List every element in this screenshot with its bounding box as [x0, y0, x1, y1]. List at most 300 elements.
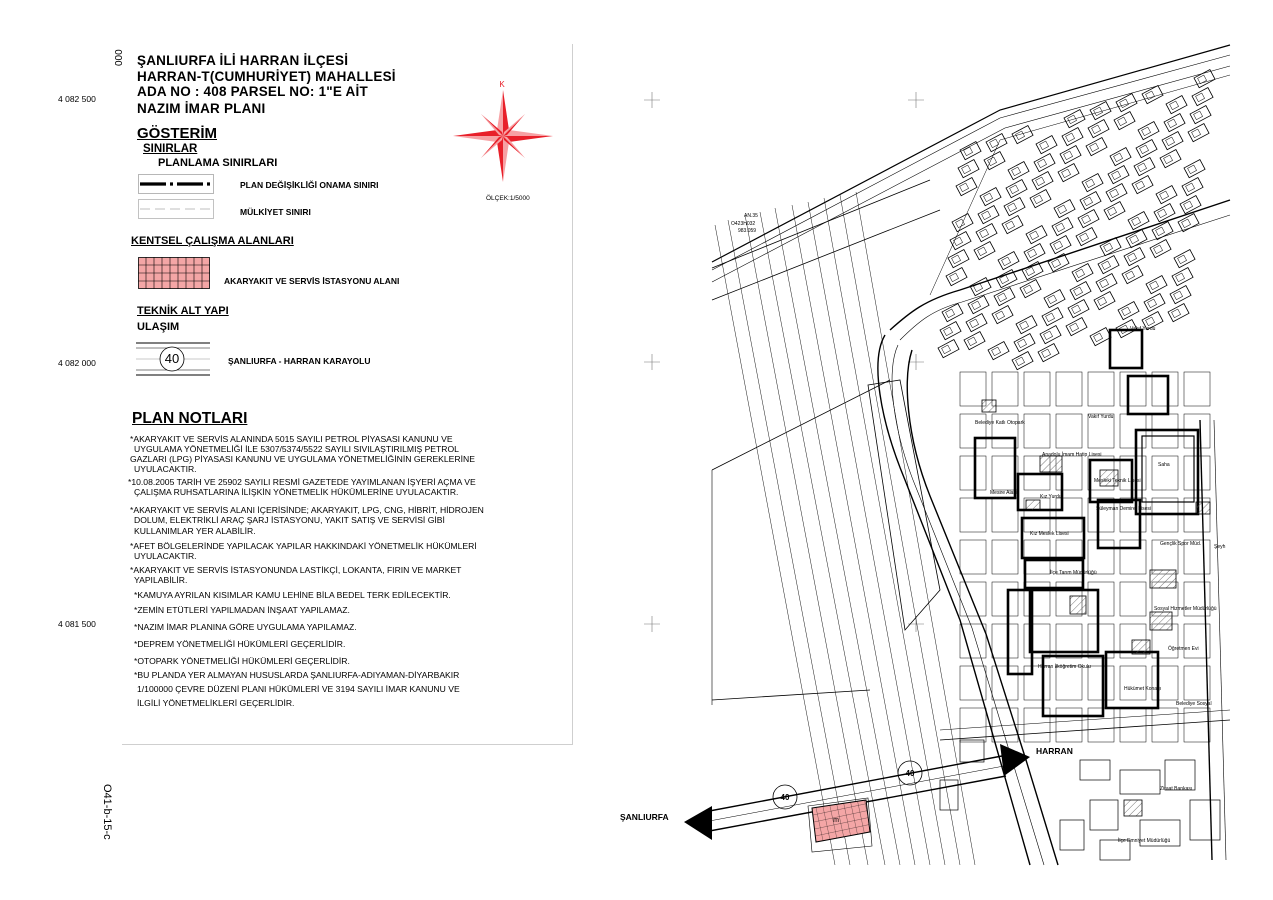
label-mesire: Mesire Alanı	[990, 490, 1018, 496]
city-block	[1164, 114, 1185, 132]
city-block	[1030, 190, 1051, 208]
building	[944, 327, 953, 336]
city-block	[1190, 106, 1211, 124]
city-block	[992, 540, 1018, 574]
road-number-badge: 40	[164, 351, 180, 366]
city-block	[942, 304, 963, 322]
city-block	[1174, 250, 1195, 268]
city-block	[1146, 276, 1167, 294]
map-canvas	[580, 40, 1273, 870]
notes-title: PLAN NOTLARI	[132, 410, 248, 427]
building	[964, 147, 973, 156]
city-block	[1088, 582, 1114, 616]
city-block	[1024, 372, 1050, 406]
label-ilce-emniyet: İlçe Emniyet Müdürlüğü	[1118, 838, 1171, 844]
building	[1130, 235, 1139, 244]
building	[1154, 245, 1163, 254]
label-harran-ilk: Harran İlköğretim Okulu	[1038, 664, 1091, 670]
north-arrow-icon	[452, 78, 556, 190]
legend-road-name: ŞANLIURFA - HARRAN KARAYOLU	[228, 356, 371, 366]
building	[1158, 209, 1167, 218]
city-block	[1090, 328, 1111, 346]
label-belediye-katli: Belediye Katlı Otopark	[975, 420, 1025, 426]
building	[1040, 141, 1049, 150]
city-block	[1062, 128, 1083, 146]
building	[1192, 129, 1201, 138]
city-block	[960, 540, 986, 574]
plan-boundary-symbol	[138, 174, 214, 194]
header-line-1: ŞANLIURFA İLİ HARRAN İLÇESİ	[137, 53, 349, 68]
building	[1110, 189, 1119, 198]
label-anadolu: Anadolu İmam Hatip Lisesi	[1042, 452, 1102, 458]
city-block	[1056, 414, 1082, 448]
city-block	[1104, 202, 1125, 220]
city-block	[984, 152, 1005, 170]
city-block	[1110, 148, 1131, 166]
building	[1024, 285, 1033, 294]
building	[1142, 127, 1151, 136]
header-line-3: ADA NO : 408 PARSEL NO: 1"E AİT	[137, 84, 368, 99]
city-block	[1098, 256, 1119, 274]
city-block	[1182, 178, 1203, 196]
city-block	[1056, 666, 1082, 700]
legend-ulasim: ULAŞIM	[137, 321, 180, 333]
city-block	[980, 188, 1001, 206]
city-block	[1088, 666, 1114, 700]
city-block	[1156, 186, 1177, 204]
city-block	[1034, 154, 1055, 172]
city-block	[956, 178, 977, 196]
city-block	[1194, 70, 1215, 88]
building	[960, 183, 969, 192]
building	[982, 211, 991, 220]
ref-2: O423H032	[731, 221, 756, 227]
building	[1070, 323, 1079, 332]
plan-note-line: *BU PLANDA YER ALMAYAN HUSUSLARDA ŞANLIURFA-ADIYAMAN-DİYARBAKIR	[134, 670, 460, 680]
building	[1136, 181, 1145, 190]
city-block	[1168, 304, 1189, 322]
city-block	[1184, 160, 1205, 178]
city-block	[1120, 540, 1146, 574]
building	[1054, 241, 1063, 250]
building	[1076, 269, 1085, 278]
city-block	[1132, 176, 1153, 194]
building	[1182, 219, 1191, 228]
city-block	[1052, 218, 1073, 236]
city-block	[1068, 300, 1089, 318]
coord-4082500: 4 082 500	[58, 94, 96, 104]
building	[956, 219, 965, 228]
building	[996, 311, 1005, 320]
building	[1160, 191, 1169, 200]
coord-4082000: 4 082 000	[58, 358, 96, 368]
building	[1020, 321, 1029, 330]
building	[1074, 287, 1083, 296]
building	[1102, 261, 1111, 270]
legend-akaryakit: AKARYAKIT VE SERVİS İSTASYONU ALANI	[224, 276, 400, 286]
city-block	[992, 498, 1018, 532]
building	[1112, 171, 1121, 180]
building	[1056, 223, 1065, 232]
city-block	[1184, 666, 1210, 700]
building	[1120, 99, 1129, 108]
label-hukumet: Hükümet Konağı	[1124, 686, 1162, 692]
city-block	[1122, 266, 1143, 284]
building	[1030, 231, 1039, 240]
building	[1052, 259, 1061, 268]
city-block	[1060, 146, 1081, 164]
city-block	[1150, 240, 1171, 258]
building	[1018, 339, 1027, 348]
building	[962, 165, 971, 174]
plan-note-line: *NAZIM İMAR PLANINA GÖRE UYGULAMA YAPILAMAZ.	[134, 622, 357, 632]
legend-plan-degisikligi: PLAN DEĞİŞİKLİĞİ ONAMA SINIRI	[240, 180, 379, 190]
property-boundary-symbol	[138, 199, 214, 219]
city-block	[1078, 210, 1099, 228]
city-block	[1042, 308, 1063, 326]
city-block	[1036, 136, 1057, 154]
building	[992, 347, 1001, 356]
city-block	[950, 232, 971, 250]
building	[980, 229, 989, 238]
building	[1196, 93, 1205, 102]
building	[1016, 357, 1025, 366]
building	[1140, 145, 1149, 154]
city-block	[1120, 582, 1146, 616]
city-block	[998, 252, 1019, 270]
building	[1104, 243, 1113, 252]
label-mesleki: Mesleki Teknik Lisesi	[1094, 478, 1141, 484]
plan-note-line: *AKARYAKIT VE SERVİS İSTASYONUNDA LASTİKÇİ, LOKANTA, FIRIN VE MARKET	[130, 565, 462, 575]
plan-note-line: *OTOPARK YÖNETMELİĞİ HÜKÜMLERİ GEÇERLİDİR.	[134, 656, 350, 666]
building	[1028, 249, 1037, 258]
city-block	[1082, 174, 1103, 192]
building	[950, 273, 959, 282]
city-block	[992, 582, 1018, 616]
label-sanliurfa: ŞANLIURFA	[620, 812, 669, 822]
plan-note-line: İLGİLİ YÖNETMELİKLERİ GEÇERLİDİR.	[137, 698, 295, 708]
legend-mulkiyet: MÜLKİYET SINIRI	[240, 207, 311, 217]
building	[1084, 197, 1093, 206]
city-block	[1188, 124, 1209, 142]
building	[1188, 165, 1197, 174]
building	[1090, 143, 1099, 152]
legend-title: GÖSTERİM	[137, 125, 218, 142]
plan-note-line: KULLANIMLAR YER ALABİLİR.	[134, 526, 256, 536]
header-line-2: HARRAN-T(CUMHURİYET) MAHALLESİ	[137, 69, 396, 84]
city-block	[1056, 708, 1082, 742]
city-block	[960, 624, 986, 658]
city-block	[1072, 264, 1093, 282]
building	[1166, 137, 1175, 146]
label-ogretmen: Öğretmen Evi	[1168, 646, 1199, 652]
city-block	[1014, 334, 1035, 352]
city-block	[1144, 294, 1165, 312]
city-block	[1070, 282, 1091, 300]
building	[1094, 333, 1103, 342]
city-block	[976, 224, 997, 242]
plan-note-line: UYULACAKTIR.	[134, 551, 197, 561]
plan-note-line: *DEPREM YÖNETMELİĞİ HÜKÜMLERİ GEÇERLİDİR.	[134, 639, 346, 649]
city-block	[1160, 150, 1181, 168]
city-block	[974, 242, 995, 260]
city-block	[1064, 110, 1085, 128]
building	[1148, 299, 1157, 308]
building	[1174, 291, 1183, 300]
city-block	[940, 322, 961, 340]
city-block	[964, 332, 985, 350]
city-block	[1016, 316, 1037, 334]
building	[942, 345, 951, 354]
building	[1042, 349, 1051, 358]
building	[1164, 155, 1173, 164]
building	[1100, 279, 1109, 288]
city-block	[1080, 192, 1101, 210]
label-vakif-2: Vakıf Yurdu	[1088, 414, 1114, 420]
legend-planlama: PLANLAMA SINIRLARI	[158, 157, 278, 169]
road-number-2: 40	[905, 769, 915, 778]
building	[1034, 195, 1043, 204]
building	[1066, 133, 1075, 142]
building	[1138, 163, 1147, 172]
city-block	[1088, 708, 1114, 742]
building	[998, 293, 1007, 302]
plan-note-line: ÇALIŞMA RUHSATLARINA İLİŞKİN YÖNETMELİK HÜKÜMLERİNE UYULACAKTIR.	[134, 487, 459, 497]
city-block	[1088, 120, 1109, 138]
label-belediye-sosyal: Belediye Sosyal	[1176, 701, 1212, 707]
building	[1038, 159, 1047, 168]
label-saha: Saha	[1158, 462, 1170, 468]
city-block	[938, 340, 959, 358]
city-block	[1024, 666, 1050, 700]
scale-label: ÖLÇEK:1/5000	[486, 195, 530, 202]
city-block	[1120, 666, 1146, 700]
city-block	[1100, 238, 1121, 256]
city-block	[1038, 344, 1059, 362]
building	[1092, 125, 1101, 134]
city-block	[1134, 158, 1155, 176]
city-block	[992, 306, 1013, 324]
ref-3: 983.059	[738, 228, 757, 234]
building	[1178, 255, 1187, 264]
building	[952, 255, 961, 264]
building	[1082, 215, 1091, 224]
city-block	[960, 582, 986, 616]
label-sayin: Şeyh	[1214, 544, 1226, 550]
building	[1184, 201, 1193, 210]
building	[968, 337, 977, 346]
city-block	[1002, 216, 1023, 234]
city-block	[1170, 286, 1191, 304]
city-block	[1090, 102, 1111, 120]
city-block	[1172, 268, 1193, 286]
city-block	[1138, 122, 1159, 140]
city-block	[960, 498, 986, 532]
city-block	[1024, 414, 1050, 448]
city-block	[1050, 236, 1071, 254]
building	[1062, 169, 1071, 178]
label-ziraat: Ziraat Bankası	[1160, 786, 1193, 792]
building	[1194, 111, 1203, 120]
city-block	[1066, 318, 1087, 336]
city-block	[1026, 226, 1047, 244]
building	[1058, 205, 1067, 214]
coord-000: 000	[114, 49, 125, 66]
building	[1046, 313, 1055, 322]
city-block	[1086, 138, 1107, 156]
label-genclik: Gençlik Spor Müd.	[1160, 541, 1202, 547]
city-block	[1096, 274, 1117, 292]
city-block	[1012, 126, 1033, 144]
plan-note-line: DOLUM, ELEKTRİKLİ ARAÇ ŞARJ İSTASYONU, YAKIT SATIŞ VE SERVİSİ GİBİ	[134, 515, 445, 525]
city-block	[1162, 132, 1183, 150]
legend-sinirlar: SINIRLAR	[143, 143, 198, 155]
city-block	[1004, 198, 1025, 216]
sheet-id: O41-b-15-c	[101, 784, 113, 840]
plan-note-line: *AKARYAKIT VE SERVİS ALANINDA 5015 SAYILI PETROL PİYASASI KANUNU VE	[130, 434, 453, 444]
building	[972, 301, 981, 310]
building	[1156, 227, 1165, 236]
building	[1186, 183, 1195, 192]
coord-4081500: 4 081 500	[58, 619, 96, 629]
building	[1002, 257, 1011, 266]
building	[946, 309, 955, 318]
building	[1128, 253, 1137, 262]
building	[1072, 305, 1081, 314]
city-block	[1152, 666, 1178, 700]
plan-note-line: UYGULAMA YÖNETMELİĞİ İLE 5307/5374/5522 SAYILI SIVILAŞTIRILMIŞ PETROL	[134, 444, 459, 454]
plan-note-line: 1/100000 ÇEVRE DÜZENİ PLANI HÜKÜMLERİ VE 3194 SAYILI İMAR KANUNU VE	[137, 684, 460, 694]
label-harran: HARRAN	[1036, 746, 1073, 756]
building	[1086, 179, 1095, 188]
plan-note-line: *AFET BÖLGELERİNDE YAPILACAK YAPILAR HAKKINDAKİ YÖNETMELİK HÜKÜMLERİ	[130, 541, 477, 551]
city-block	[1192, 88, 1213, 106]
building	[1122, 307, 1131, 316]
plan-note-line: *ZEMİN ETÜTLERİ YAPILMADAN İNŞAAT YAPILAMAZ.	[134, 605, 350, 615]
city-block	[1126, 230, 1147, 248]
building	[1064, 151, 1073, 160]
parcel-label: m	[833, 817, 839, 824]
city-block	[1108, 166, 1129, 184]
city-block	[992, 624, 1018, 658]
building	[1108, 207, 1117, 216]
building	[1168, 119, 1177, 128]
building	[1126, 271, 1135, 280]
building	[1098, 297, 1107, 306]
city-block	[1076, 228, 1097, 246]
building	[1172, 309, 1181, 318]
city-block	[1136, 140, 1157, 158]
city-block	[1032, 172, 1053, 190]
city-block	[1184, 372, 1210, 406]
header-line-4: NAZIM İMAR PLANI	[137, 101, 266, 116]
building	[1198, 75, 1207, 84]
fuel-station-symbol	[138, 257, 210, 289]
label-ilce-tarim: İlçe Tarım Müdürlüğü	[1050, 570, 1097, 576]
plan-note-line: YAPILABİLİR.	[134, 575, 188, 585]
city-block	[960, 142, 981, 160]
city-block	[1056, 372, 1082, 406]
city-block	[1024, 708, 1050, 742]
city-block	[960, 456, 986, 490]
city-block	[1120, 708, 1146, 742]
city-block	[1094, 292, 1115, 310]
city-block	[1008, 162, 1029, 180]
city-block	[946, 268, 967, 286]
building	[1114, 153, 1123, 162]
city-block	[978, 206, 999, 224]
city-block	[1006, 180, 1027, 198]
city-block	[1106, 184, 1127, 202]
label-kiz-yurdu: Kız Yurdu	[1040, 494, 1062, 500]
label-vakif: Vakıf Yurdu	[1130, 326, 1156, 332]
legend-kentsel: KENTSEL ÇALIŞMA ALANLARI	[131, 235, 294, 247]
plan-note-line: UYULACAKTIR.	[134, 464, 197, 474]
city-block	[1088, 372, 1114, 406]
plan-note-line: *10.08.2005 TARİH VE 25902 SAYILI RESMİ GAZETEDE YAYIMLANAN İŞYERİ AÇMA VE	[128, 477, 476, 487]
building	[1146, 317, 1155, 326]
city-block	[1024, 244, 1045, 262]
city-block	[1048, 254, 1069, 272]
building	[984, 193, 993, 202]
city-block	[1128, 212, 1149, 230]
city-block	[988, 342, 1009, 360]
building	[1176, 273, 1185, 282]
building	[1006, 221, 1015, 230]
label-sosyal: Sosyal Hizmetler Müdürlüğü	[1154, 606, 1217, 612]
city-block	[948, 250, 969, 268]
building	[1008, 203, 1017, 212]
city-block	[1124, 248, 1145, 266]
city-block	[958, 160, 979, 178]
north-label: K	[499, 80, 505, 89]
building	[1068, 115, 1077, 124]
building	[954, 237, 963, 246]
city-block	[1118, 302, 1139, 320]
city-block	[1166, 96, 1187, 114]
city-block	[1040, 326, 1061, 344]
building	[1150, 281, 1159, 290]
city-block	[1114, 112, 1135, 130]
building	[978, 247, 987, 256]
building	[1080, 233, 1089, 242]
building	[1170, 101, 1179, 110]
building	[1044, 331, 1053, 340]
label-suleyman: Süleyman Demirel Lisesi	[1096, 506, 1152, 512]
city-block	[1056, 498, 1082, 532]
city-block	[1012, 352, 1033, 370]
building	[1012, 167, 1021, 176]
plan-note-line: *AKARYAKIT VE SERVİS ALANI İÇERİSİNDE; AKARYAKIT, LPG, CNG, HİBRİT, HİDROJEN	[130, 505, 484, 515]
city-block	[1054, 200, 1075, 218]
city-block	[1088, 540, 1114, 574]
target-parcel	[812, 800, 870, 842]
city-block	[1058, 164, 1079, 182]
building	[1048, 295, 1057, 304]
legend-teknik: TEKNİK ALT YAPI	[137, 305, 229, 317]
building	[1118, 117, 1127, 126]
ref-1: AN.35	[744, 213, 758, 219]
road-number-1: 40	[780, 793, 790, 802]
plan-note-line: GAZLARI (LPG) PİYASASI KANUNU VE UYGULAMA YÖNETMELİĞİNİN GEREKLERİNE	[130, 454, 475, 464]
building	[970, 319, 979, 328]
building	[1132, 217, 1141, 226]
label-kiz-meslek: Kız Meslek Lisesi	[1030, 531, 1069, 537]
plan-note-line: *KAMUYA AYRILAN KISIMLAR KAMU LEHİNE BİLA BEDEL TERK EDİLECEKTİR.	[134, 590, 451, 600]
city-block	[1044, 290, 1065, 308]
building	[1010, 185, 1019, 194]
city-block	[968, 296, 989, 314]
